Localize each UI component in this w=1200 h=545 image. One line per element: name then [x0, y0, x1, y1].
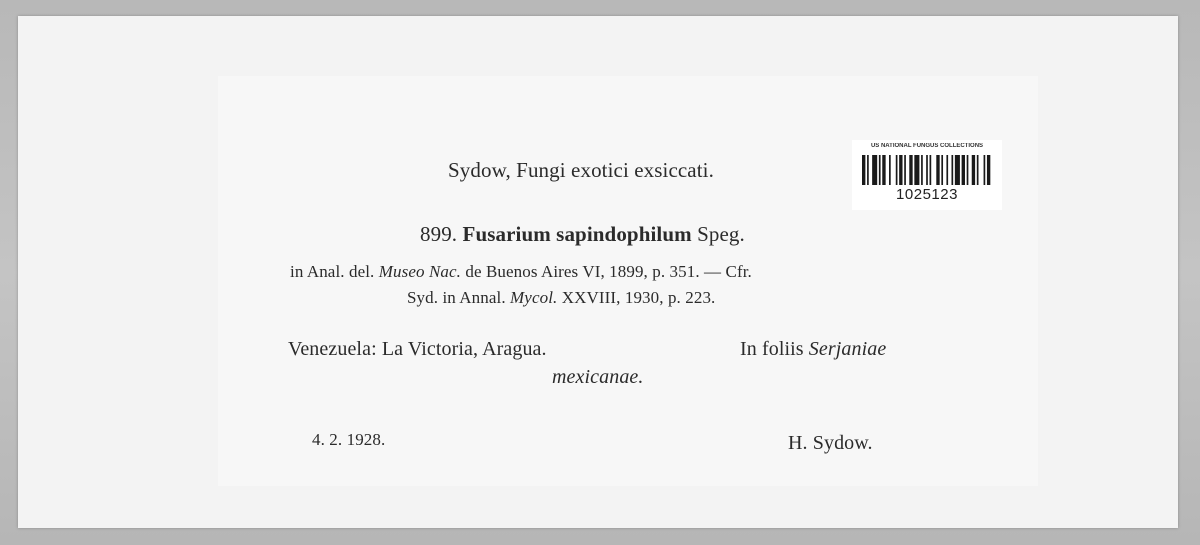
locality: Venezuela: La Victoria, Aragua. [288, 338, 547, 360]
barcode-icon [862, 155, 992, 185]
host-genus: Serjaniae [808, 338, 887, 360]
collector-name: H. Sydow. [788, 432, 873, 454]
series-title: Sydow, Fungi exotici exsiccati. [448, 158, 714, 182]
citation-1-part-b: de Buenos Aires VI, 1899, p. 351. — Cfr. [465, 262, 752, 281]
host-line-1 [740, 338, 886, 361]
barcode-number: 1025123 [896, 186, 958, 203]
citation-2-journal: Mycol. [510, 288, 558, 307]
species-name: Fusarium sapindophilum [462, 222, 692, 246]
barcode-label [852, 140, 1002, 210]
citation-2-part-b: XXVIII, 1930, p. 223. [561, 288, 716, 307]
species-line [420, 222, 745, 247]
species-author: Speg. [697, 222, 745, 246]
citation-line-1 [290, 262, 752, 282]
citation-line-2 [407, 288, 715, 308]
collection-date: 4. 2. 1928. [312, 430, 386, 449]
host-prefix: In foliis [740, 338, 804, 360]
host-species: mexicanae. [552, 366, 644, 388]
citation-2-part-a: Syd. in Annal. [407, 288, 506, 307]
citation-1-part-a: in Anal. del. [290, 262, 375, 281]
barcode-header: US NATIONAL FUNGUS COLLECTIONS [870, 143, 984, 149]
citation-1-journal: Museo Nac. [378, 262, 461, 281]
exsiccata-number: 899. [420, 222, 458, 246]
